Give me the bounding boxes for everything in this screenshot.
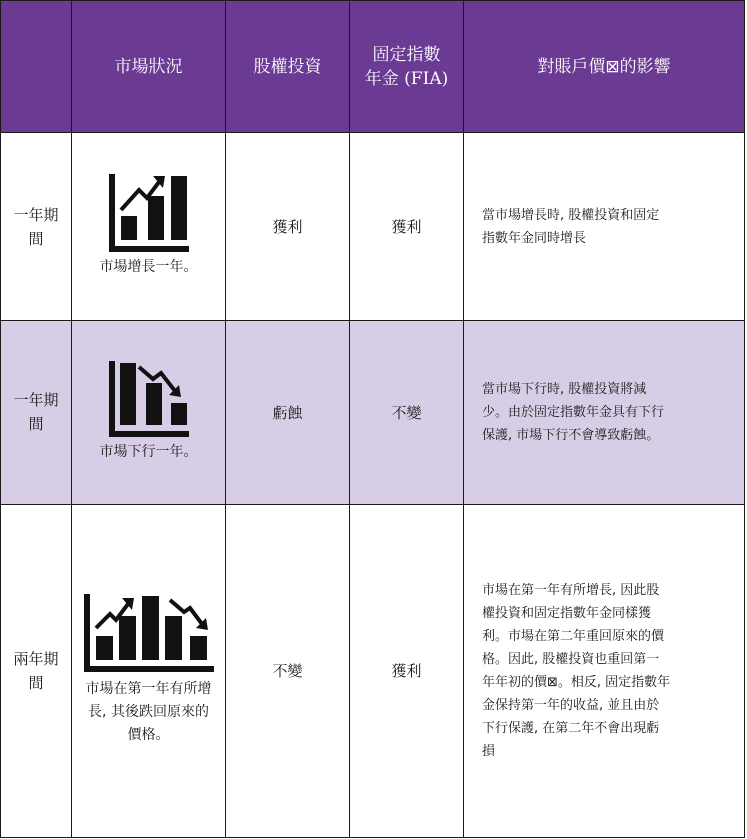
condition-cell [72,321,226,504]
condition-caption: 市場增長一年。 [99,259,198,276]
impact-text: 當市場增長時, 股權投資和固定指數年金同時增長 [482,207,660,246]
header-account-impact: 對賬戶價⊠的影響 [464,1,745,133]
period-cell [1,133,72,321]
header-fia-line1: 固定指數 [372,44,441,65]
condition-caption: 市場下行一年。 [99,443,198,460]
period-cell [1,321,72,504]
period-label: 一年期間 [13,391,59,434]
table-row [1,504,745,837]
bar-chart-up-icon [109,174,189,252]
header-fia [350,1,464,133]
equity-result: 獲利 [226,133,350,321]
header-fia-abbrev: (FIA) [404,68,449,89]
impact-cell [464,133,745,321]
condition-cell [72,133,226,321]
header-fia-annuity: 年金 [364,68,399,89]
period-label: 一年期間 [13,205,59,248]
impact-cell [464,504,745,837]
header-equity: 股權投資 [226,1,350,133]
bar-chart-up-down-icon [84,594,214,672]
table-row [1,133,745,321]
fia-result: 不變 [350,321,464,504]
impact-text: 市場在第一年有所增長, 因此股權投資和固定指數年金同樣獲利。市場在第二年重回原來的價格。因此, 股權投資也重回第一年年初的價⊠。相反, 固定指數年金保持第一年的收益, 並且由於下行保護, 在第二年不會出現虧損 [482,582,671,759]
fia-result: 獲利 [350,504,464,837]
period-label: 兩年期間 [13,649,59,692]
impact-text: 當市場下行時, 股權投資將減少。由於固定指數年金具有下行保護, 市場下行不會導致虧蝕。 [482,381,665,443]
header-period [1,1,72,133]
equity-result: 不變 [226,504,350,837]
header-fia-line2 [350,67,463,91]
condition-caption: 市場在第一年有所增長, 其後跌回原來的價格。 [85,681,212,744]
fia-result: 獲利 [350,133,464,321]
condition-cell [72,504,226,837]
header-row [1,1,745,133]
impact-cell [464,321,745,504]
table-row [1,321,745,504]
equity-result: 虧蝕 [226,321,350,504]
bar-chart-down-icon [109,361,189,437]
header-market-condition: 市場狀況 [72,1,226,133]
period-cell [1,504,72,837]
